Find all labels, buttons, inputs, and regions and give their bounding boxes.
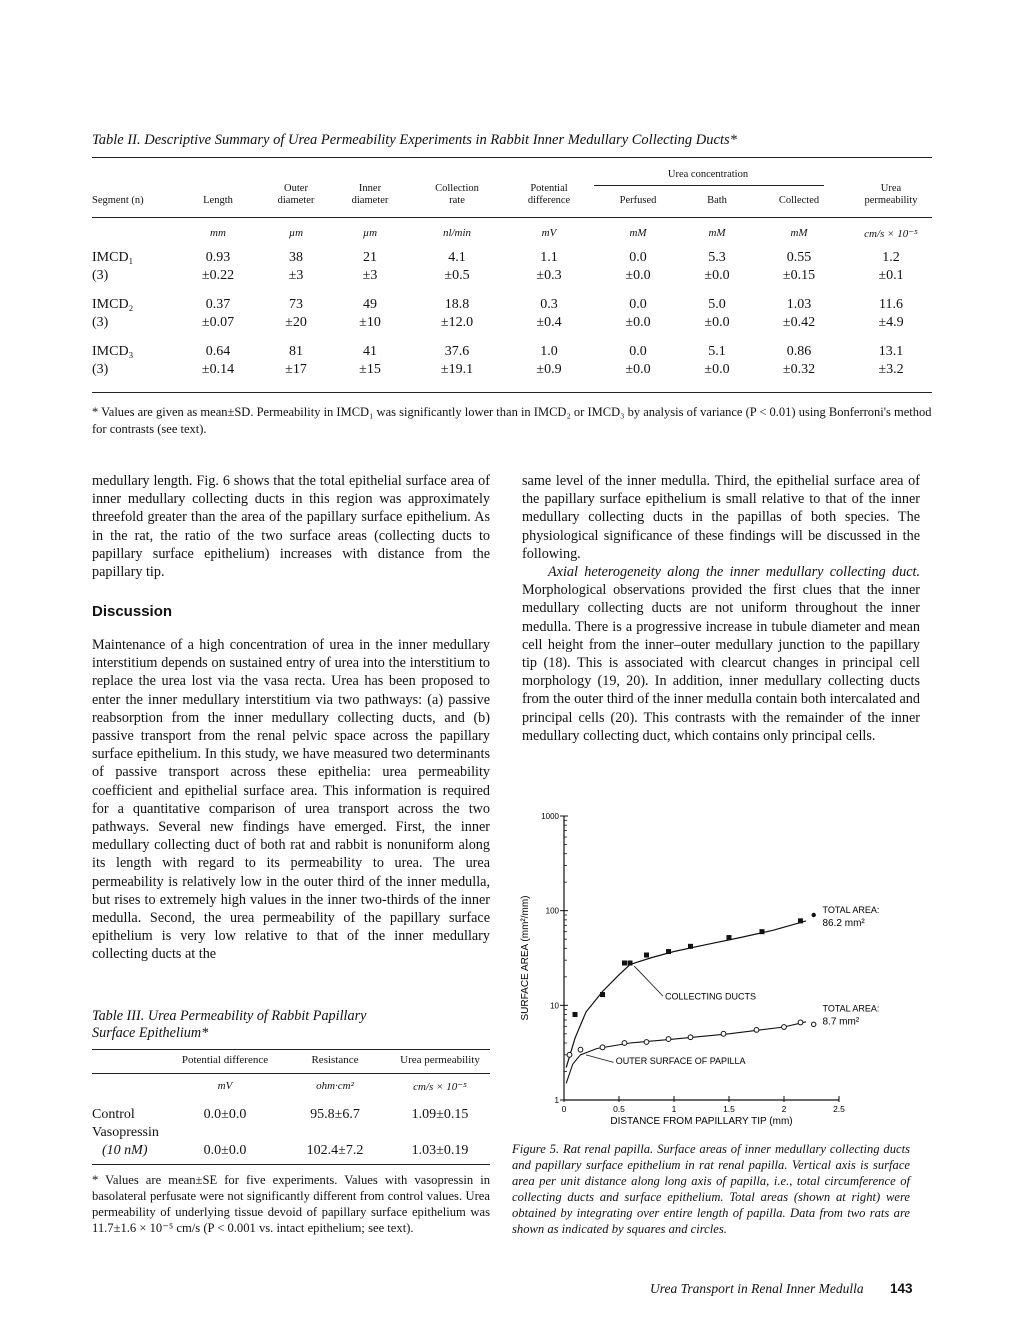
table3-bottom-rule	[92, 1164, 490, 1165]
table2-header-rule	[92, 217, 932, 218]
collecting-ducts-point	[688, 944, 693, 949]
paragraph-axial	[522, 563, 920, 745]
total-area-marker	[812, 1022, 816, 1026]
table2-col-header: Inner diameter	[351, 183, 389, 206]
table3-row-label: Control	[92, 1107, 135, 1122]
x-axis-label: DISTANCE FROM PAPILLARY TIP (mm)	[610, 1116, 793, 1127]
table2-cell-mean: 0.55	[786, 250, 812, 265]
papilla-surface-point	[567, 1052, 572, 1057]
papilla-surface-point	[644, 1040, 649, 1045]
table2-cell-mean: 73	[289, 297, 303, 312]
table2-row-n: (3)	[92, 268, 109, 283]
table2-col-unit: mM	[790, 227, 808, 239]
table2-group-header: Urea concentration	[667, 169, 749, 180]
x-tick-label: 1.5	[723, 1104, 735, 1114]
table2-cell-mean: 49	[363, 297, 377, 312]
total-area-value: 86.2 mm²	[822, 917, 865, 929]
table2-caption: Table II. Descriptive Summary of Urea Permeability Experiments in Rabbit Inner Medullary Collecting Ducts*	[92, 132, 737, 148]
table3-col-unit: cm/s × 10⁻⁵	[413, 1081, 467, 1093]
y-axis-label: SURFACE AREA (mm²/mm)	[520, 895, 531, 1021]
paragraph: same level of the inner medulla. Third, the epithelial surface area of the papillary surface epithelium is small relative to that of the inner medullary collecting ducts in the papillas of both species. The physiological significance of these findings will be discussed in the following.	[522, 473, 920, 562]
papilla-surface-point	[666, 1037, 671, 1042]
total-area-label: TOTAL AREA:	[822, 1003, 880, 1014]
collecting-ducts-point	[622, 961, 627, 966]
table2-cell-sd: ±0.07	[201, 315, 235, 330]
table2-col-header: Collection rate	[435, 183, 479, 206]
table3-row-sublabel: (10 nM)	[102, 1143, 148, 1158]
table2-cell-mean: 0.86	[786, 344, 812, 359]
table2-bottom-rule	[92, 392, 932, 393]
collecting-ducts-point	[760, 929, 765, 934]
table2-col-header: Potential difference	[527, 183, 571, 206]
table3-col-header: Urea permeability	[400, 1054, 480, 1066]
table2-col-unit: cm/s × 10⁻⁵	[864, 228, 918, 240]
table2-top-rule	[92, 157, 932, 158]
table2-cell-sd: ±0.1	[878, 268, 904, 283]
table2-cell-sd: ±20	[285, 315, 307, 330]
table2-cell-mean: 37.6	[444, 344, 470, 359]
running-head: Urea Transport in Renal Inner Medulla	[650, 1281, 864, 1296]
papilla-surface-curve	[566, 1022, 806, 1084]
table2-cell-sd: ±3	[362, 268, 378, 283]
table2-cell-sd: ±0.5	[444, 268, 470, 283]
table2-cell-sd: ±0.22	[201, 268, 235, 283]
table2-col-unit: mM	[708, 227, 726, 239]
table3-col-unit: ohm·cm²	[316, 1080, 354, 1092]
table2-cell-mean: 1.03	[786, 297, 812, 312]
table2-cell-mean: 13.1	[878, 344, 904, 359]
papilla-surface-point	[798, 1020, 803, 1025]
collecting-ducts-label: COLLECTING DUCTS	[665, 991, 757, 1002]
x-tick-label: 2	[781, 1104, 787, 1114]
collecting-ducts-point	[628, 961, 633, 966]
table2-cell-mean: 0.0	[629, 250, 647, 265]
table2-cell-mean: 0.0	[629, 344, 647, 359]
papilla-surface-point	[688, 1035, 693, 1040]
table2-col-header: Collected	[778, 195, 820, 206]
table3-cell: 102.4±7.2	[306, 1143, 364, 1158]
table3-header-rule	[92, 1073, 490, 1074]
table2-col-unit: mV	[541, 227, 557, 239]
y-tick-label: 10	[550, 1001, 559, 1011]
figure5-chart	[510, 800, 910, 1135]
table3-col-header: Potential difference	[181, 1054, 269, 1066]
table2-cell-sd: ±0.0	[704, 315, 730, 330]
table2-cell-sd: ±0.0	[704, 362, 730, 377]
collecting-ducts-point	[600, 992, 605, 997]
total-area-label: TOTAL AREA:	[822, 904, 880, 915]
table2-cell-mean: 21	[363, 250, 377, 265]
table2-cell-mean: 5.0	[708, 297, 726, 312]
page-number: 143	[890, 1281, 913, 1296]
table2-cell-sd: ±15	[359, 362, 381, 377]
table3-row-label: Vasopressin	[92, 1125, 159, 1140]
paragraph: medullary length. Fig. 6 shows that the total epithelial surface area of inner medullary collecting ducts in this region was approximately threefold greater than the area of the papillary surface epithelium. As in the rat, the ratio of the two surface areas (collecting ducts to papillary surface epithelium) increases with distance from the papillary tip.	[92, 473, 490, 581]
x-tick-label: 0	[561, 1104, 567, 1114]
table3-cell: 95.8±6.7	[310, 1107, 360, 1122]
table2-col-unit: mM	[629, 227, 647, 239]
table2-col-header: Segment (n)	[92, 195, 144, 206]
table2-cell-sd: ±4.9	[878, 315, 904, 330]
collecting-ducts-point	[798, 918, 803, 923]
collecting-ducts-point	[573, 1012, 578, 1017]
y-tick-label: 100	[545, 906, 559, 916]
x-tick-label: 0.5	[613, 1104, 625, 1114]
right-column-text	[522, 472, 920, 745]
table2-cell-sd: ±0.14	[201, 362, 235, 377]
table2-group-rule	[594, 185, 824, 186]
table2-cell-mean: 0.3	[540, 297, 558, 312]
table2-col-unit: µm	[362, 227, 378, 239]
papilla-surface-label: OUTER SURFACE OF PAPILLA	[615, 1056, 746, 1067]
collecting-ducts-point	[727, 935, 732, 940]
table2-cell-sd: ±0.0	[625, 268, 651, 283]
table2-row-segment: IMCD₃	[92, 344, 134, 359]
table2-col-header: Urea permeability	[864, 183, 918, 206]
table2-cell-mean: 0.37	[205, 297, 231, 312]
collecting-ducts-leader	[634, 966, 663, 996]
table2-col-header: Outer diameter	[277, 183, 315, 206]
total-area-value: 8.7 mm²	[822, 1016, 860, 1028]
table2-cell-mean: 5.3	[708, 250, 726, 265]
table2-cell-sd: ±12.0	[440, 315, 474, 330]
table2-cell-sd: ±0.0	[625, 362, 651, 377]
axial-text: Morphological observations provided the first clues that the inner medullary collecting ducts are not uniform throughout the inner medulla. There is a progressive increase in tubule diameter and mean cell height from the inner–outer medullary junction to the papillary tip (18). This is associated with clearcut changes in principal cell morphology (19, 20). In addition, inner medullary collecting ducts from the outer third of the inner medulla contain both intercalated and principal cells (20). This contrasts with the remainder of the inner medullary collecting duct, which contains only principal cells.	[522, 582, 920, 744]
paragraph: Maintenance of a high concentration of urea in the inner medullary interstitium depends on sustained entry of urea into the interstitium to replace the urea lost via the vasa recta. Urea has been proposed to enter the inner medullary interstitium via two pathways: (a) passive reabsorption from the inner medullary collecting ducts, and (b) passive transport from the renal pelvic space across the papillary surface epithelium. In this study, we have measured two determinants of passive transport across these epithelia: urea permeability coefficient and epithelial surface area. This information is required for a quantitative comparison of urea transport across the two pathways. Several new findings have emerged. First, the inner medullary collecting duct of both rat and rabbit is nonuniform along its length with regard to its permeability to urea. The urea permeability is relatively low in the outer third of the inner medulla, but rises to extremely high values in the inner two-thirds of the inner medulla. Second, the urea permeability of the papillary surface epithelium is very low relative to that of the inner medullary collecting ducts at the	[92, 637, 490, 963]
table2-cell-mean: 4.1	[448, 250, 466, 265]
table2-row-n: (3)	[92, 315, 109, 330]
table2-col-header: Perfused	[619, 195, 657, 206]
table2-col-unit: µm	[288, 227, 304, 239]
table2-cell-mean: 18.8	[444, 297, 470, 312]
table3-caption: Table III. Urea Permeability of Rabbit Papillary Surface Epithelium*	[92, 1008, 367, 1041]
table2-cell-sd: ±0.9	[536, 362, 562, 377]
table2-cell-sd: ±0.42	[782, 315, 816, 330]
total-area-marker	[812, 913, 816, 917]
table2-cell-mean: 1.1	[540, 250, 558, 265]
table2-cell-mean: 38	[289, 250, 303, 265]
table2-col-header: Length	[203, 195, 233, 206]
table2-cell-mean: 11.6	[879, 297, 903, 312]
table2-row-segment: IMCD₂	[92, 297, 134, 312]
table3-cell: 1.03±0.19	[411, 1143, 469, 1158]
collecting-ducts-point	[666, 949, 671, 954]
table2-col-unit: mm	[210, 227, 226, 239]
x-tick-label: 2.5	[833, 1104, 845, 1114]
table2-cell-sd: ±17	[285, 362, 307, 377]
table2-cell-sd: ±0.15	[782, 268, 816, 283]
table2-cell-mean: 5.1	[708, 344, 726, 359]
table2-cell-sd: ±0.0	[704, 268, 730, 283]
collecting-ducts-point	[644, 953, 649, 958]
table2-footnote: * Values are given as mean±SD. Permeability in IMCD₁ was significantly lower than in IMCD₂ or IMCD₃ by analysis of variance (P < 0.01) using Bonferroni's method for contrasts (see text).	[92, 405, 932, 436]
papilla-surface-point	[721, 1031, 726, 1036]
table2-cell-sd: ±0.3	[536, 268, 562, 283]
table2-cell-sd: ±19.1	[440, 362, 474, 377]
table2-cell-mean: 0.64	[205, 344, 231, 359]
table3-col-header: Resistance	[311, 1054, 359, 1066]
x-tick-label: 1	[671, 1104, 677, 1114]
y-tick-label: 1000	[541, 812, 559, 821]
discussion-heading: Discussion	[92, 603, 173, 620]
table2-cell-mean: 0.93	[205, 250, 231, 265]
table3-col-unit: mV	[217, 1080, 233, 1092]
left-column-intro	[92, 472, 490, 581]
figure5-caption-text: Figure 5. Rat renal papilla. Surface areas of inner medullary collecting ducts and papillary surface epithelium in rat renal papilla. Vertical axis is surface area per unit distance along long axis of papilla, i.e., total circumference of collecting ducts and surface epithelium. Total areas (shown at right) were obtained by integrating over entire length of papilla. Data from two rats are shown as indicated by squares and circles.	[512, 1142, 910, 1236]
table3-top-rule	[92, 1049, 490, 1050]
papilla-surface-point	[578, 1047, 583, 1052]
y-tick-label: 1	[554, 1096, 559, 1105]
figure5-caption	[512, 1141, 910, 1237]
table2-cell-sd: ±3	[288, 268, 304, 283]
table2-cell-mean: 1.0	[540, 344, 558, 359]
table2-cell-mean: 41	[363, 344, 377, 359]
papilla-surface-point	[622, 1041, 627, 1046]
table2-col-header: Bath	[707, 195, 727, 206]
papilla-surface-point	[600, 1045, 605, 1050]
table2-cell-sd: ±10	[359, 315, 381, 330]
table3-footnote: * Values are mean±SE for five experiments. Values with vasopressin in basolateral perfusate were not significantly different from control values. Urea permeability of underlying tissue devoid of papillary surface epithelium was 11.7±1.6 × 10⁻⁵ cm/s (P < 0.001 vs. intact epithelium; see text).	[92, 1173, 490, 1235]
table2-cell-sd: ±0.0	[625, 315, 651, 330]
axial-subheading: Axial heterogeneity along the inner medullary collecting duct.	[548, 564, 920, 581]
table2-row-segment: IMCD₁	[92, 250, 134, 265]
table2-row-n: (3)	[92, 362, 109, 377]
table2-cell-sd: ±3.2	[878, 362, 904, 377]
table2-cell-mean: 0.0	[629, 297, 647, 312]
table2-cell-mean: 81	[289, 344, 303, 359]
table2-cell-sd: ±0.4	[536, 315, 562, 330]
table3-cell: 0.0±0.0	[203, 1107, 247, 1122]
table2-col-unit: nl/min	[442, 227, 472, 239]
papilla-surface-point	[782, 1025, 787, 1030]
table2-cell-sd: ±0.32	[782, 362, 816, 377]
table2-cell-mean: 1.2	[882, 250, 900, 265]
papilla-surface-point	[754, 1028, 759, 1033]
table3-cell: 0.0±0.0	[203, 1143, 247, 1158]
table3-cell: 1.09±0.15	[411, 1107, 469, 1122]
papilla-surface-leader	[586, 1055, 614, 1062]
left-column-discussion	[92, 636, 490, 964]
